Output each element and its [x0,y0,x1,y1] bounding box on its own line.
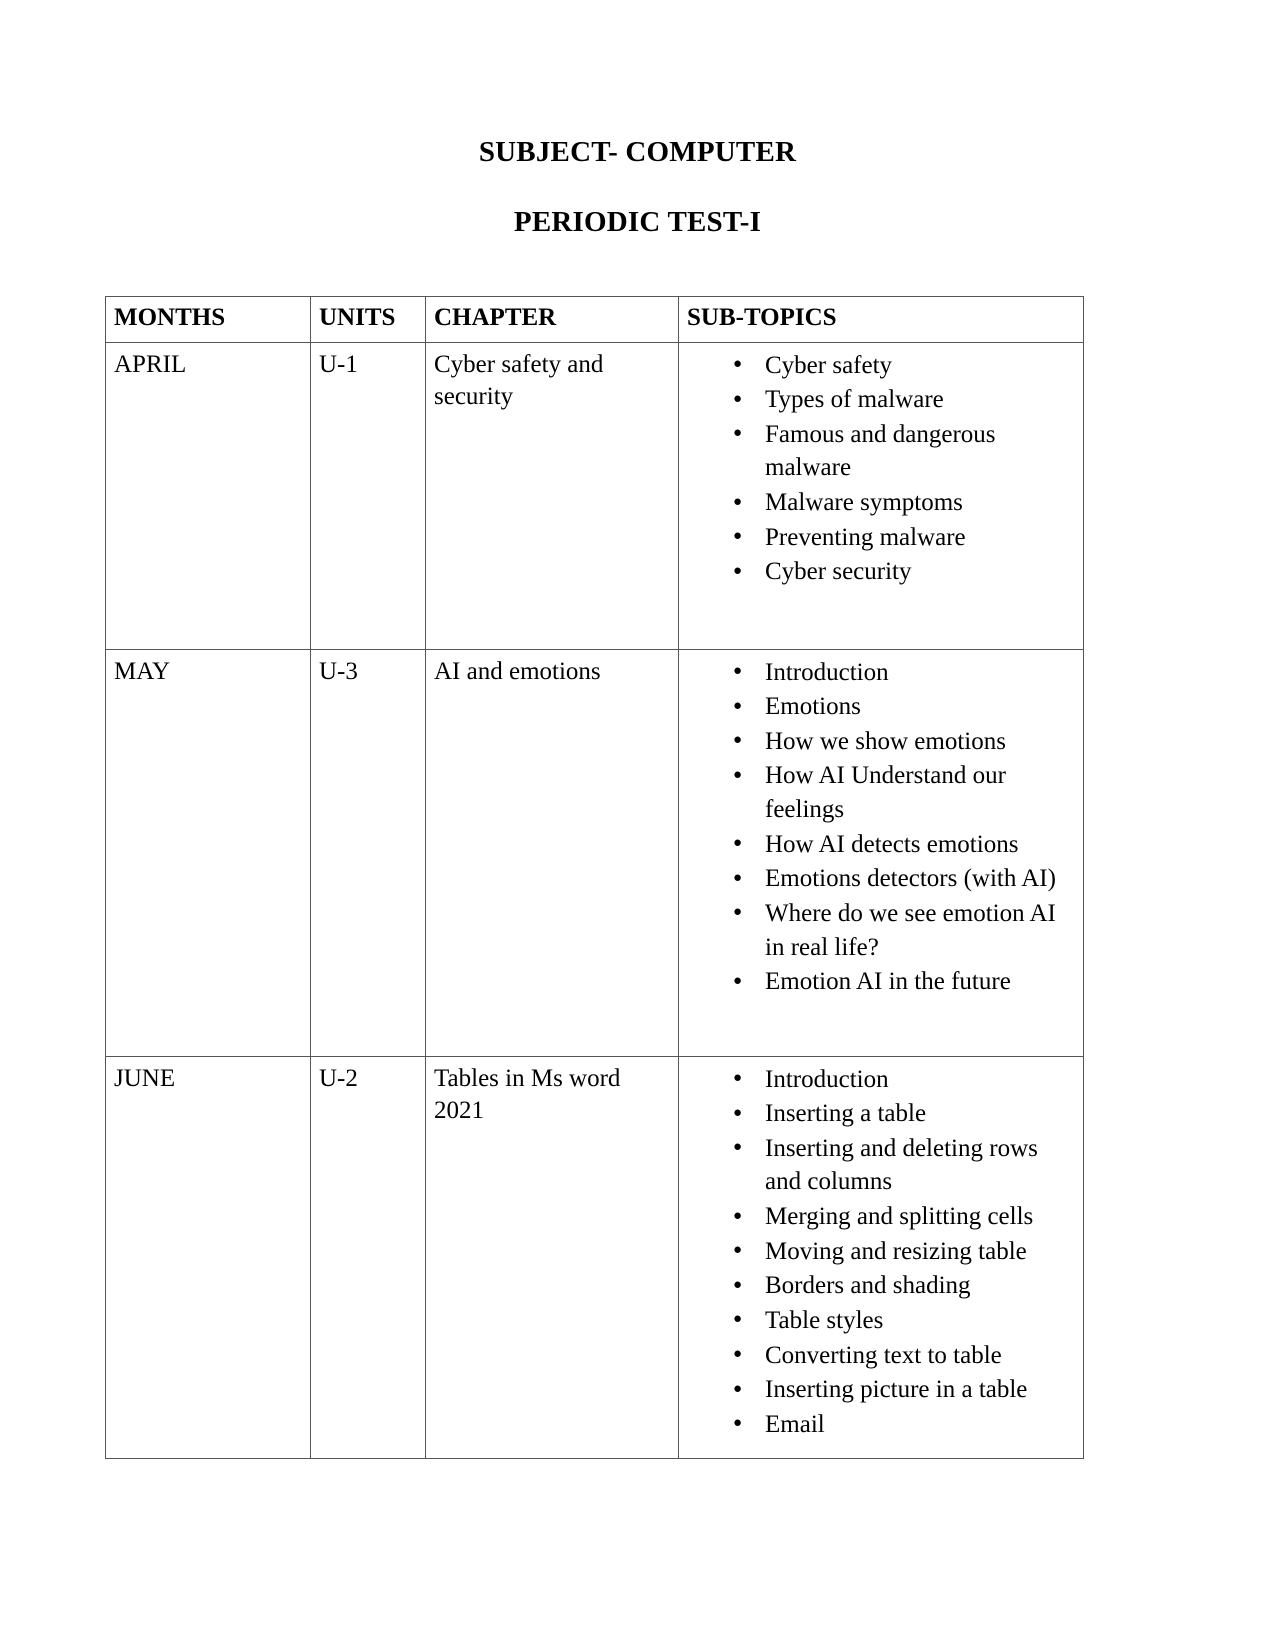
list-item: ● Table styles [733,1304,1075,1338]
cell-chapter [426,342,679,649]
unit-value: U-3 [319,657,358,685]
subtopics-list [687,656,1075,999]
cell-subtopics [679,342,1084,649]
list-item: ● Famous and dangerous malware [733,418,1075,485]
unit-value: U-2 [319,1064,358,1092]
month-value: APRIL [114,350,187,378]
unit-value: U-1 [319,350,358,378]
month-value: JUNE [114,1064,176,1092]
cell-month [106,1056,311,1458]
chapter-value: Cyber safety and security [434,350,604,410]
list-item: ● Merging and splitting cells [733,1200,1075,1234]
cell-subtopics [679,1056,1084,1458]
table-row [106,342,1084,649]
cell-chapter [426,1056,679,1458]
list-item: ● Types of malware [733,383,1075,417]
list-item: ● Inserting a table [733,1097,1075,1131]
list-item: ● Converting text to table [733,1339,1075,1373]
table-row [106,649,1084,1056]
list-item: ● Emotions [733,690,1075,724]
list-item: ● Email [733,1408,1075,1442]
cell-subtopics [679,649,1084,1056]
page-title: SUBJECT- COMPUTER [478,136,797,168]
column-header-months: MONTHS [106,297,311,343]
cell-unit [311,1056,426,1458]
list-item: ● Cyber safety [733,349,1075,383]
list-item: ● Introduction [733,1063,1075,1097]
column-header-units: UNITS [311,297,426,343]
list-item: ● Inserting picture in a table [733,1373,1075,1407]
list-item: ● Moving and resizing table [733,1235,1075,1269]
cell-month [106,342,311,649]
table-header-row [106,297,1084,343]
chapter-value: AI and emotions [434,657,601,685]
chapter-value: Tables in Ms word 2021 [434,1064,621,1124]
page-subtitle: PERIODIC TEST-I [513,206,762,239]
list-item: ● How we show emotions [733,725,1075,759]
list-item: ● Malware symptoms [733,486,1075,520]
list-item: ● Emotions detectors (with AI) [733,862,1075,896]
list-item: ● How AI Understand our feelings [733,759,1075,826]
list-item: ● Where do we see emotion AI in real life? [733,897,1075,964]
list-item: ● Inserting and deleting rows and columns [733,1132,1075,1199]
list-item: ● Cyber security [733,555,1075,589]
list-item: ● Emotion AI in the future [733,965,1075,999]
list-item: ● How AI detects emotions [733,828,1075,862]
list-item: ● Preventing malware [733,521,1075,555]
syllabus-table-container [105,296,1083,1459]
list-item: ● Borders and shading [733,1269,1075,1303]
cell-unit [311,342,426,649]
column-header-chapter: CHAPTER [426,297,679,343]
subtopics-list [687,349,1075,589]
cell-unit [311,649,426,1056]
cell-chapter [426,649,679,1056]
table-row [106,1056,1084,1458]
document-headings [0,0,1275,240]
subtopics-list [687,1063,1075,1442]
cell-month [106,649,311,1056]
syllabus-table [105,296,1084,1459]
column-header-subtopics: SUB-TOPICS [679,297,1084,343]
list-item: ● Introduction [733,656,1075,690]
month-value: MAY [114,657,171,685]
